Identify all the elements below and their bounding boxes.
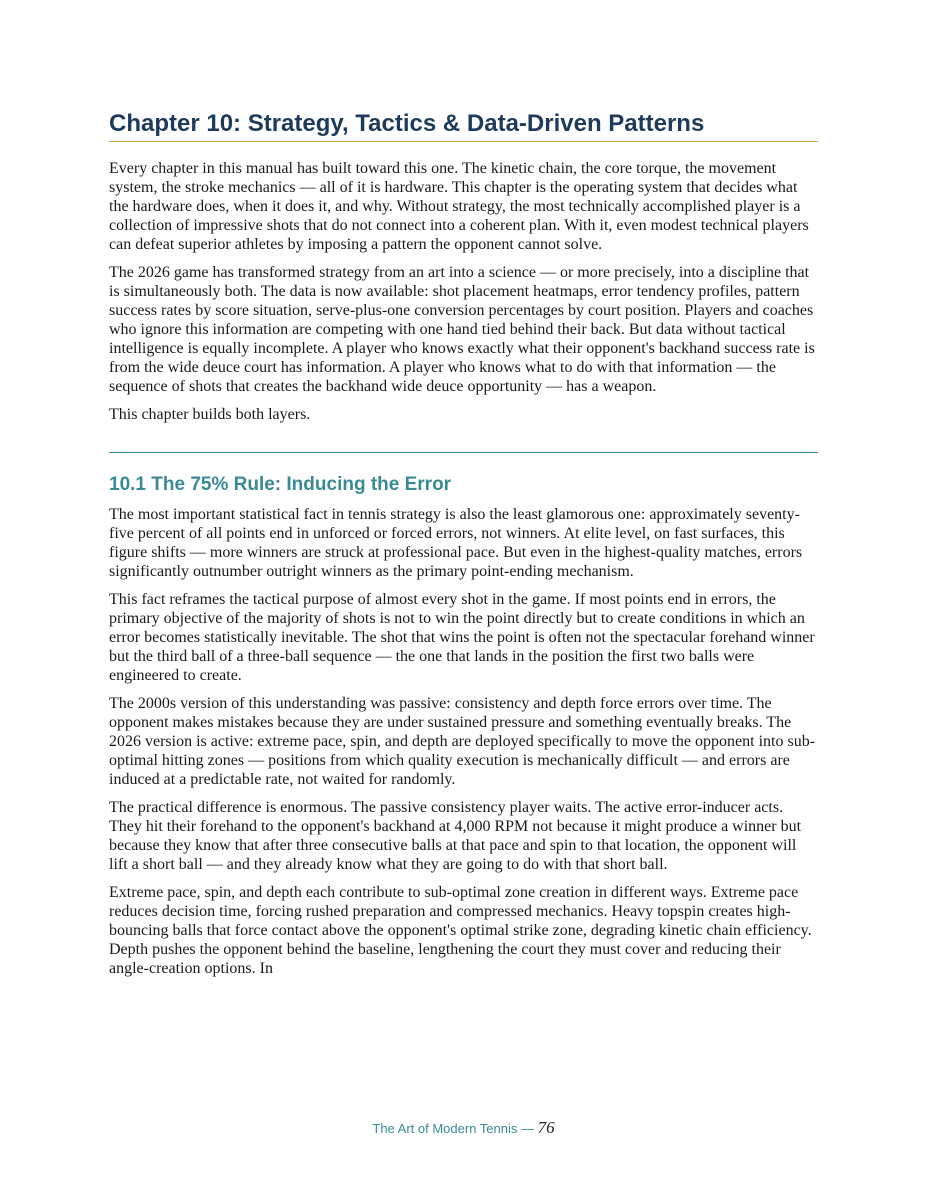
chapter-intro bbox=[109, 159, 818, 424]
section-title: 10.1 The 75% Rule: Inducing the Error bbox=[109, 474, 452, 495]
body-paragraph: The practical difference is enormous. The passive consistency player waits. The active error-inducer acts. They hit their forehand to the opponent's backhand at 4,000 RPM not because it might produce a winner but because they know that after three consecutive balls at that pace and spin to that location, the opponent will lift a short ball — and they already know what they are going to do with that short ball. bbox=[109, 799, 802, 873]
section-divider bbox=[109, 452, 818, 453]
page-content bbox=[109, 108, 818, 987]
chapter-title: Chapter 10: Strategy, Tactics & Data-Driven Patterns bbox=[109, 108, 818, 142]
body-paragraph: The 2000s version of this understanding was passive: consistency and depth force errors over time. The opponent makes mistakes because they are under sustained pressure and something eventually breaks. The 2026 version is active: extreme pace, spin, and depth are deployed specifically to move the opponent into sub-optimal hitting zones — positions from which quality execution is mechanically difficult — and errors are induced at a predictable rate, not waited for randomly. bbox=[109, 695, 816, 788]
footer-book-title: The Art of Modern Tennis — bbox=[372, 1121, 534, 1136]
body-paragraph: This fact reframes the tactical purpose of almost every shot in the game. If most points end in errors, the primary objective of the majority of shots is not to win the point directly but to create conditions in which an error becomes statistically inevitable. The shot that wins the point is often not the spectacular forehand winner but the third ball of a three-ball sequence — the one that lands in the position the first two balls were engineered to create. bbox=[109, 591, 815, 684]
body-paragraph: The 2026 game has transformed strategy from an art into a science — or more precisely, into a discipline that is simultaneously both. The data is now available: shot placement heatmaps, error tendency profiles, pattern success rates by score situation, serve-plus-one conversion percentages by court position. Players and coaches who ignore this information are competing with one hand tied behind their back. But data without tactical intelligence is equally incomplete. A player who knows exactly what their opponent's backhand success rate is from the wide deuce court has information. A player who knows what to do with that information — the sequence of shots that creates the backhand wide deuce opportunity — has a weapon. bbox=[109, 264, 815, 395]
body-paragraph: Extreme pace, spin, and depth each contribute to sub-optimal zone creation in different ways. Extreme pace reduces decision time, forcing rushed preparation and compressed mechanics. Heavy topspin creates high-bouncing balls that force contact above the opponent's optimal strike zone, degrading kinetic chain efficiency. Depth pushes the opponent behind the baseline, lengthening the court they must cover and reducing their angle-creation options. In bbox=[109, 884, 812, 977]
body-paragraph: The most important statistical fact in tennis strategy is also the least glamorous one: approximately seventy-five percent of all points end in unforced or forced errors, not winners. At elite level, on fast surfaces, this figure shifts — more winners are struck at professional pace. But even in the highest-quality matches, errors significantly outnumber outright winners as the primary point-ending mechanism. bbox=[109, 506, 803, 580]
body-paragraph: This chapter builds both layers. bbox=[109, 406, 311, 423]
page-footer bbox=[0, 1118, 927, 1138]
section-body bbox=[109, 505, 818, 978]
body-paragraph: Every chapter in this manual has built toward this one. The kinetic chain, the core torque, the movement system, the stroke mechanics — all of it is hardware. This chapter is the operating system that decides what the hardware does, when it does it, and why. Without strategy, the most technically accomplished player is a collection of impressive shots that do not connect into a coherent plan. With it, even modest technical players can defeat superior athletes by imposing a pattern the opponent cannot solve. bbox=[109, 160, 809, 253]
page-number: 76 bbox=[537, 1118, 555, 1137]
